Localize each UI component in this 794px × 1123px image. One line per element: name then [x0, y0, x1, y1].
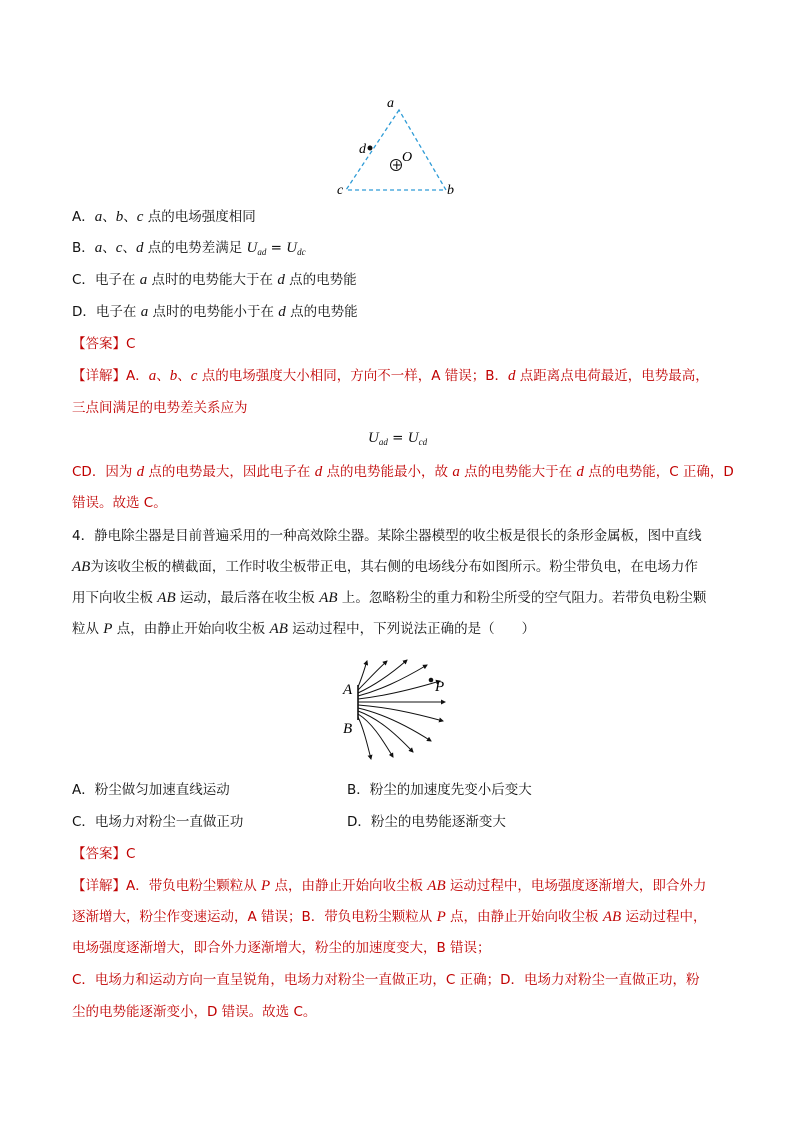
- charge-plus: +: [391, 158, 402, 172]
- point-p-dot: [429, 678, 434, 683]
- q4-detail-line2: 逐渐增大，粉尘作变速运动，A 错误；B．带负电粉尘颗粒从 P 点，由静止开始向收尘板 AB 运动过程中，: [72, 909, 707, 925]
- label-B: B: [343, 721, 353, 737]
- answer-label: 【答案】: [72, 846, 126, 862]
- q4-answer: [72, 844, 135, 864]
- q3-option-d: D．电子在 a 点时的电势能小于在 d 点的电势能: [72, 304, 358, 320]
- answer-value: C: [126, 846, 136, 862]
- q4-stem-line3: 用下向收尘板 AB 运动，最后落在收尘板 AB 上。忽略粉尘的重力和粉尘所受的空气阻力。若带负电粉尘颗: [72, 590, 707, 606]
- answer-label: 【答案】: [72, 336, 126, 352]
- label-b: b: [447, 183, 454, 198]
- q4-stem-line4: 粒从 P 点，由静止开始向收尘板 AB 运动过程中，下列说法正确的是（ ）: [72, 621, 536, 637]
- q3-option-c: C．电子在 a 点时的电势能大于在 d 点的电势能: [72, 272, 357, 288]
- q4-detail-line3: 电场强度逐渐增大，即合外力逐渐增大，粉尘的加速度变大，B 错误；: [72, 940, 491, 956]
- label-P: P: [435, 679, 445, 695]
- field-lines-figure: [335, 655, 465, 765]
- label-c: c: [337, 183, 344, 198]
- q3-option-b: B．a、c、d 点的电势差满足 $U_{ad} = U_{dc}$: [72, 240, 306, 257]
- q4-option-a: A．粉尘做匀加速直线运动: [72, 782, 230, 798]
- label-A: A: [343, 682, 353, 698]
- q3-detail-line2: 三点间满足的电势差关系应为: [72, 400, 248, 416]
- q3-formula: $U_{ad} = U_{cd}$: [368, 430, 428, 447]
- q3-detail-line4: 错误。故选 C。: [72, 495, 167, 511]
- label-o: O: [402, 150, 413, 165]
- label-a: a: [387, 96, 394, 111]
- q4-option-d: D．粉尘的电势能逐渐变大: [347, 814, 506, 830]
- q4-stem-line1: 4．静电除尘器是目前普遍采用的一种高效除尘器。某除尘器模型的收尘板是很长的条形金属板，图中直线: [72, 528, 702, 544]
- q4-detail-line1: 【详解】A．带负电粉尘颗粒从 P 点，由静止开始向收尘板 AB 运动过程中，电场强度逐渐增大，即合外力: [72, 878, 707, 894]
- q4-detail-line4: C．电场力和运动方向一直呈锐角，电场力对粉尘一直做正功，C 正确；D．电场力对粉尘一直做正功，粉: [72, 972, 700, 988]
- triangle-figure: [330, 95, 470, 205]
- q4-option-b: B．粉尘的加速度先变小后变大: [347, 782, 532, 798]
- field-lines: [358, 660, 445, 759]
- q3-detail-line1: 【详解】A．a、b、c 点的电场强度大小相同，方向不一样，A 错误；B．d 点距离点电荷最近，电势最高，: [72, 368, 709, 384]
- q4-stem-line2: AB为该收尘板的横截面，工作时收尘板带正电，其右侧的电场线分布如图所示。粉尘带负电，在电场力作: [72, 559, 698, 575]
- answer-value: C: [126, 336, 136, 352]
- q4-detail-line5: 尘的电势能逐渐变小，D 错误。故选 C。: [72, 1004, 317, 1020]
- detail-label: 【详解】: [72, 368, 126, 384]
- q3-detail-line3: CD．因为 d 点的电势最大，因此电子在 d 点的电势能最小，故 a 点的电势能大于在 d 点的电势能，C 正确，D: [72, 464, 734, 480]
- q3-answer: [72, 334, 135, 354]
- label-d: d: [359, 142, 366, 157]
- detail-label: 【详解】: [72, 878, 126, 894]
- q4-option-c: C．电场力对粉尘一直做正功: [72, 814, 244, 830]
- point-d-dot: [368, 146, 373, 151]
- q3-option-a: A．a、b、c 点的电场强度相同: [72, 209, 256, 225]
